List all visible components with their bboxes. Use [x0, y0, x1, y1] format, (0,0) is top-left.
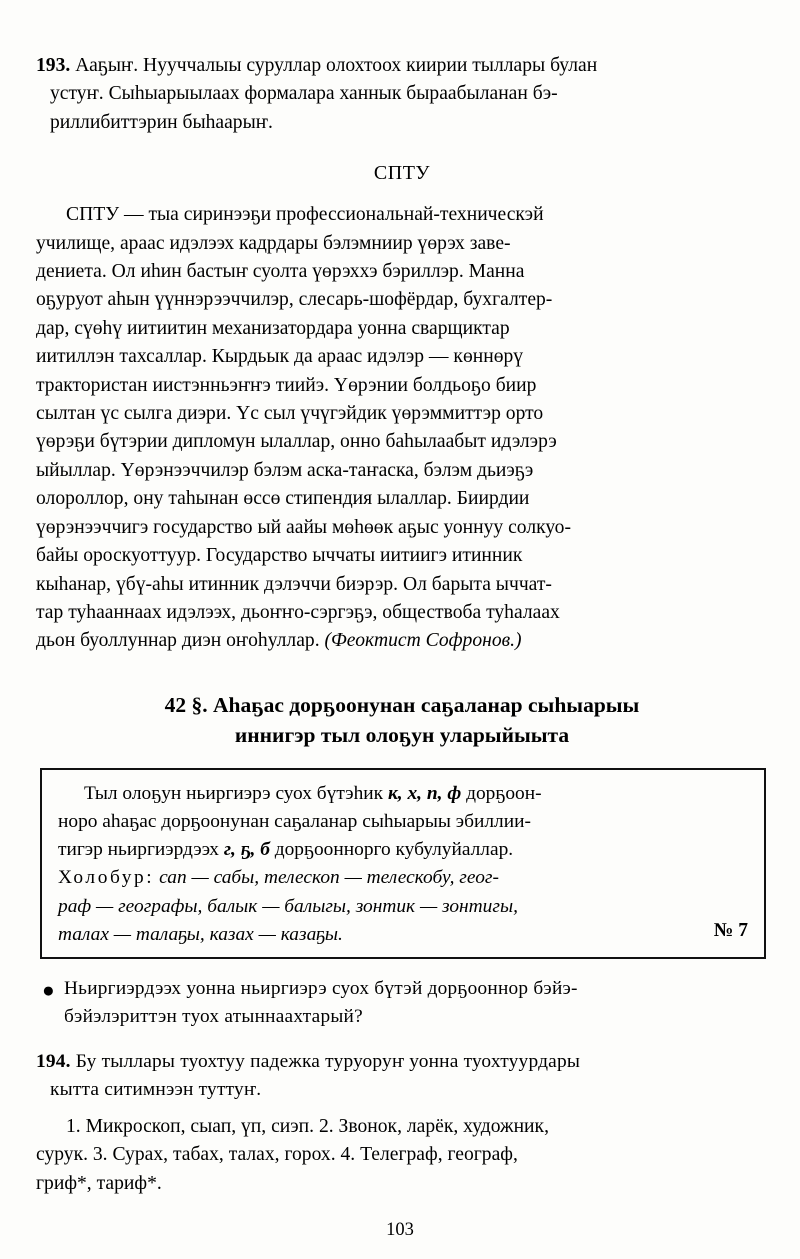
reading-body	[36, 201, 768, 656]
rule-line-3	[58, 836, 748, 864]
reading-line-6: иитиллэн тахсаллар. Кырдьык да араас идэлэр — көннөрү	[36, 346, 524, 368]
rule-line-1	[58, 780, 748, 808]
rule-seg2: дорҕоон-	[461, 782, 542, 804]
section-heading	[36, 690, 768, 750]
rule-letters-voiced: г, ҕ, б	[223, 839, 270, 861]
bullet-question	[36, 975, 768, 1032]
reading-line-2: училище, араас идэлээх кадрдары бэлэмниир үөрэх заве-	[36, 232, 511, 254]
reading-line-14: кыһанар, үбү-аһы итинник дэлэччи биэрэр. Ол барыта ыччат-	[36, 573, 552, 595]
rule-line-2: норо аһаҕас дорҕоонунан саҕаланар сыһыарыы эбиллии-	[58, 810, 531, 832]
rule-seg1: Тыл олоҕун ньиргиэрэ суох бүтэһик	[84, 782, 388, 804]
example-label: Холобур:	[58, 867, 155, 889]
bullet-marker-icon: ●	[42, 977, 55, 1002]
reading-line-8: сылтан үс сылга диэри. Үс сыл үчүгэйдик үөрэммиттэр орто	[36, 403, 544, 425]
bullet-line-2: бэйэлэриттэн туох атыннаахтарый?	[64, 1006, 363, 1028]
exercise-193-line2: устуҥ. Сыһыарыылаах формалара ханнык быраабыланан бэ-	[50, 83, 558, 105]
reading-title: СПТУ	[373, 162, 431, 185]
reading-line-7: трактористан иистэнньэҥҥэ тиийэ. Үөрэнии болдьоҕо биир	[36, 374, 537, 396]
rule-example-line-3	[58, 921, 748, 949]
exercise-194-item-line-2: сурук. 3. Сурах, табах, талах, горох. 4. Телеграф, географ,	[36, 1144, 518, 1166]
exercise-193-line3: риллибиттэрин быһаарыҥ.	[50, 111, 273, 133]
exercise-193-number: 193.	[36, 55, 71, 76]
exercise-194-line2: кытта ситимнээн туттуҥ.	[50, 1079, 262, 1101]
bullet-line-1: Ньиргиэрдээх уонна ньиргиэрэ суох бүтэй дорҕооннор бэйэ-	[64, 977, 578, 999]
rule-example-line-1	[58, 864, 748, 892]
section-title-line2: иннигэр тыл олоҕун уларыйыыта	[234, 722, 570, 747]
reading-line-4: оҕуруот аһын үүннэрээччилэр, слесарь-шофёрдар, бухгалтер-	[36, 289, 553, 311]
rule-line3-b: дорҕооннорго кубулуйаллар.	[269, 839, 514, 861]
bullet-question-text	[64, 975, 768, 1032]
examples-3: талах — талаҕы, казах — казаҕы.	[58, 923, 343, 945]
reading-line-1: СПТУ — тыа сиринээҕи профессиональнай-техническэй	[66, 204, 544, 226]
reading-line-10: ыйыллар. Үөрэнээччилэр бэлэм аска-таҥаска, бэлэм дьиэҕэ	[36, 459, 534, 481]
rule-box	[40, 768, 766, 959]
reading-line-16: дьон буоллуннар диэн оҥоһуллар.	[36, 630, 320, 652]
examples-1: сап — сабы, телескоп — телескобу, геог-	[159, 867, 499, 889]
exercise-194	[36, 1048, 768, 1105]
section-number: 42 §.	[164, 692, 208, 717]
rule-line3-a: тигэр ньиргиэрдээх	[58, 839, 224, 861]
exercise-194-items	[36, 1113, 768, 1199]
reading-line-15: тар туһааннаах идэлээх, дьоҥҥо-сэргэҕэ, обществобa туһалаах	[36, 601, 560, 623]
exercise-194-number: 194.	[36, 1050, 71, 1072]
exercise-193	[36, 52, 768, 137]
reading-line-12: үөрэнээччигэ государство ый аайы мөһөөк аҕыс уоннуу солкуо-	[36, 516, 572, 538]
exercise-194-item-line-3: гриф*, тариф*.	[36, 1172, 162, 1194]
rule-example-line-2: раф — географы, балык — балыгы, зонтик — зонтигы,	[58, 895, 518, 917]
reading-line-13: байы ороскуоттуур. Государство ыччаты иитиигэ итинник	[36, 545, 523, 567]
exercise-193-line1: Ааҕыҥ. Нууччалыы суруллар олохтоох киирии тыллары булан	[75, 55, 598, 76]
reading-line-5: дар, сүөһү иитиитин механизатордара уонна сварщиктар	[36, 317, 510, 339]
rule-box-number: № 7	[713, 919, 748, 941]
reading-line-3: дениета. Ол иһин бастыҥ суолта үөрэххэ бэриллэр. Манна	[36, 261, 525, 283]
reading-attribution: (Феоктист Софронов.)	[324, 630, 522, 652]
exercise-194-item-line-1: 1. Микроскоп, сыап, үп, сиэп. 2. Звонок, ларёк, художник,	[66, 1115, 549, 1137]
reading-line-11: олороллор, ону таһынан өссө стипендия ылаллар. Биирдии	[36, 488, 530, 510]
rule-letters-voiceless: к, х, п, ф	[387, 782, 462, 804]
reading-line-9: үөрэҕи бүтэрии дипломун ылаллар, онно баһылаабыт идэлэрэ	[36, 431, 557, 453]
section-title-line1: Аһаҕас дорҕоонунан саҕаланар сыһыарыы	[207, 692, 640, 717]
exercise-194-line1: Бу тыллары туохтуу падежка туруоруҥ уонна туохтуурдары	[70, 1050, 581, 1072]
page-number: 103	[386, 1220, 414, 1240]
